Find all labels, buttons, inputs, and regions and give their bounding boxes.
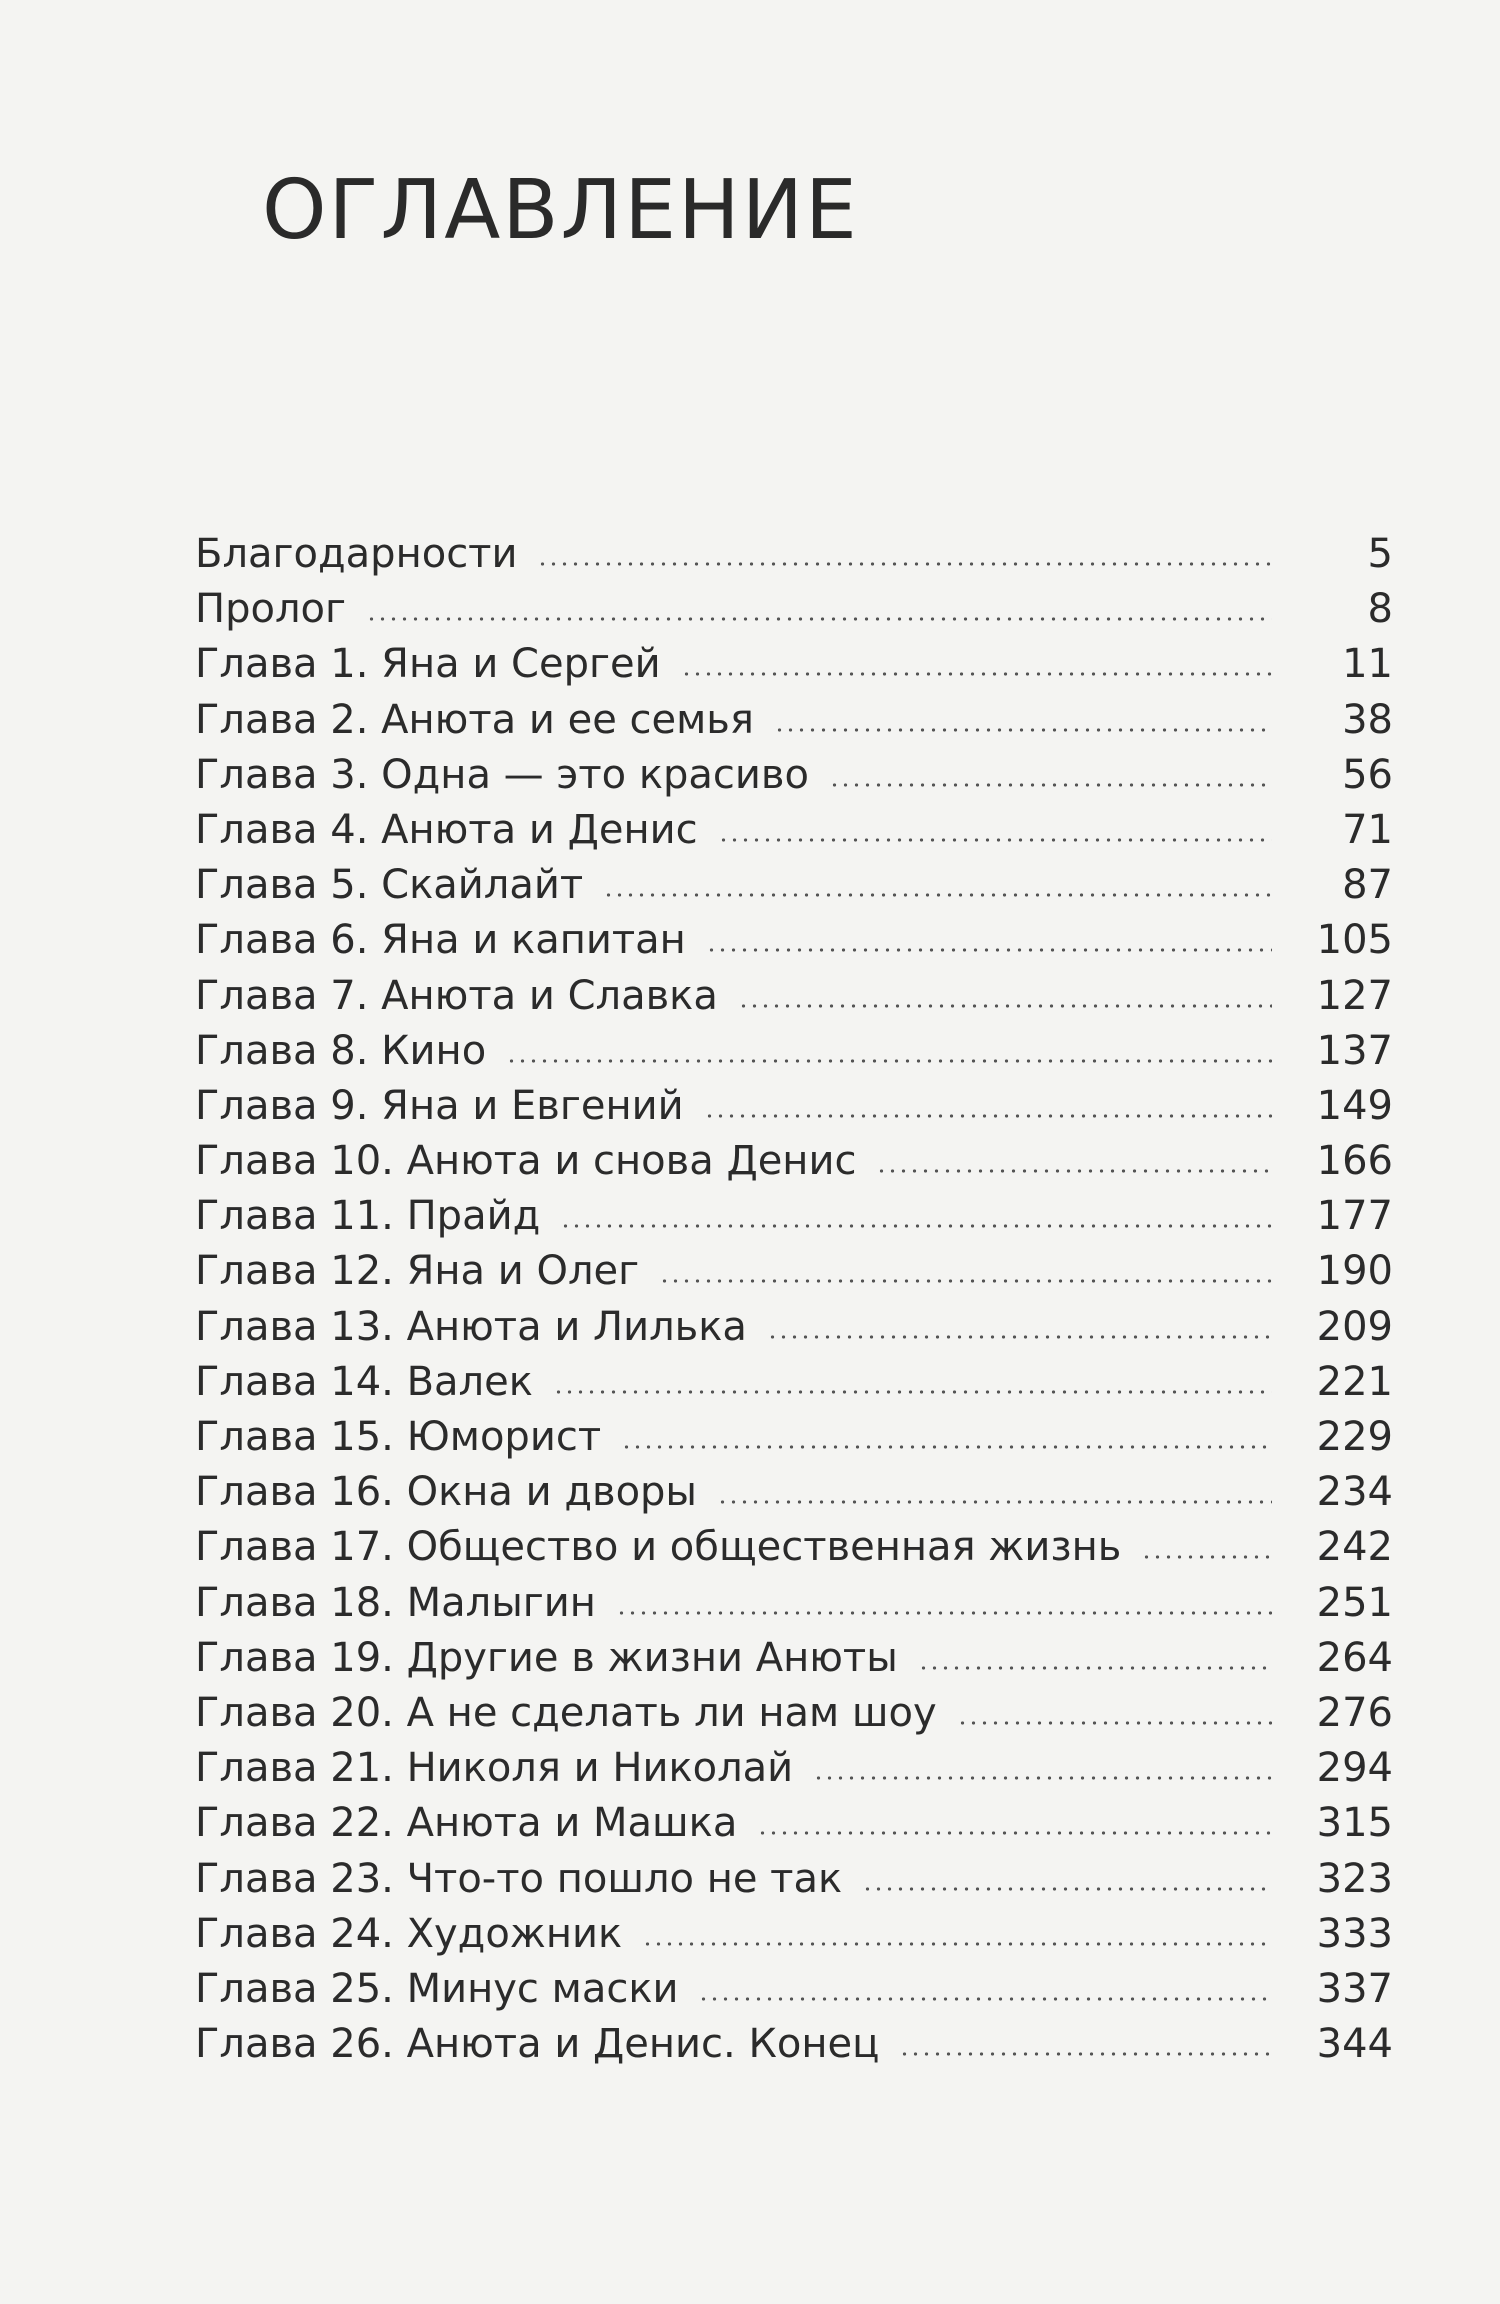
dot-leader: [957, 1720, 1272, 1726]
dot-leader: [506, 1058, 1272, 1064]
toc-entry-label: Глава 14. Валек: [195, 1358, 533, 1405]
toc-entry: [195, 1631, 1393, 1686]
toc-entry-page-number: 38: [1342, 696, 1393, 743]
dot-leader: [738, 1003, 1272, 1009]
toc-entry-page-number: 166: [1316, 1138, 1393, 1185]
toc-entry: [195, 858, 1393, 913]
dot-leader: [659, 1278, 1272, 1284]
toc-entry: [195, 1520, 1393, 1575]
dot-leader: [774, 727, 1272, 733]
toc-entry-page-number: 56: [1342, 751, 1393, 798]
toc-entry: [195, 1852, 1393, 1907]
toc-entry-page-number: 137: [1316, 1027, 1393, 1074]
dot-leader: [698, 1996, 1272, 2002]
toc-entry-label: Глава 7. Анюта и Славка: [195, 972, 718, 1019]
toc-entry: [195, 1134, 1393, 1189]
dot-leader: [603, 892, 1272, 898]
toc-entry: [195, 1024, 1393, 1079]
dot-leader: [704, 1113, 1272, 1119]
dot-leader: [553, 1389, 1272, 1395]
toc-entry-page-number: 71: [1342, 806, 1393, 853]
toc-entry-page-number: 294: [1316, 1745, 1393, 1792]
dot-leader: [717, 1499, 1272, 1505]
toc-entry-page-number: 127: [1316, 972, 1393, 1019]
toc-entry-label: Глава 10. Анюта и снова Денис: [195, 1138, 857, 1185]
toc-entry: [195, 1300, 1393, 1355]
toc-entry-page-number: 221: [1316, 1358, 1393, 1405]
toc-entry-label: Глава 9. Яна и Евгений: [195, 1082, 684, 1129]
dot-leader: [1141, 1554, 1272, 1560]
toc-entry-label: Глава 4. Анюта и Денис: [195, 806, 698, 853]
dot-leader: [616, 1610, 1272, 1616]
toc-entry: [195, 1410, 1393, 1465]
dot-leader: [813, 1775, 1272, 1781]
toc-entry: [195, 1079, 1393, 1134]
dot-leader: [862, 1886, 1272, 1892]
toc-entry-page-number: 5: [1367, 531, 1393, 577]
toc-entry-label: Глава 19. Другие в жизни Анюты: [195, 1634, 898, 1681]
dot-leader: [918, 1665, 1272, 1671]
dot-leader: [560, 1223, 1272, 1229]
toc-entry-label: Глава 21. Николя и Николай: [195, 1745, 794, 1792]
toc-entry-label: Глава 6. Яна и капитан: [195, 917, 686, 964]
toc-entry-page-number: 234: [1316, 1469, 1393, 1516]
toc-entry-page-number: 276: [1316, 1689, 1393, 1736]
toc-entry-label: Глава 8. Кино: [195, 1027, 487, 1074]
toc-entry-label: Глава 1. Яна и Сергей: [195, 641, 661, 688]
toc-entry-page-number: 177: [1316, 1193, 1393, 1240]
toc-entry-label: Глава 20. А не сделать ли нам шоу: [195, 1689, 937, 1736]
toc-entry-label: Глава 11. Прайд: [195, 1193, 541, 1240]
toc-entry: [195, 1189, 1393, 1244]
dot-leader: [757, 1830, 1272, 1836]
dot-leader: [899, 2051, 1272, 2057]
toc-entry-label: Глава 13. Анюта и Лилька: [195, 1303, 747, 1350]
toc-entry-page-number: 105: [1316, 917, 1393, 964]
toc-entry-label: Глава 5. Скайлайт: [195, 862, 584, 909]
toc-entry-page-number: 264: [1316, 1634, 1393, 1681]
toc-entry: [195, 582, 1393, 637]
toc-entry-page-number: 229: [1316, 1414, 1393, 1460]
toc-entry-label: Глава 2. Анюта и ее семья: [195, 696, 754, 743]
dot-leader: [621, 1444, 1272, 1450]
toc-entry-label: Глава 18. Малыгин: [195, 1579, 596, 1626]
toc-entry: [195, 1576, 1393, 1631]
toc-entry-page-number: 251: [1316, 1579, 1393, 1626]
dot-leader: [681, 671, 1272, 677]
toc-entry: [195, 527, 1393, 582]
toc-entry: [195, 913, 1393, 968]
toc-entry-page-number: 333: [1316, 1910, 1393, 1957]
toc-entry-page-number: 87: [1342, 862, 1393, 909]
toc-entry: [195, 748, 1393, 803]
toc-entry-page-number: 323: [1316, 1855, 1393, 1902]
dot-leader: [876, 1168, 1272, 1174]
toc-entry-label: Глава 15. Юморист: [195, 1414, 602, 1460]
toc-entry: [195, 1962, 1393, 2017]
toc-entry-label: Глава 24. Художник: [195, 1910, 623, 1957]
dot-leader: [718, 837, 1272, 843]
dot-leader: [642, 1941, 1272, 1947]
toc-entry: [195, 1741, 1393, 1796]
toc-entry-page-number: 344: [1316, 2021, 1393, 2068]
dot-leader: [366, 616, 1272, 622]
toc-entry: [195, 1244, 1393, 1299]
toc-entry-label: Глава 22. Анюта и Машка: [195, 1800, 738, 1847]
toc-entry: [195, 1355, 1393, 1410]
toc-entry-page-number: 149: [1316, 1082, 1393, 1129]
toc-entry-page-number: 315: [1316, 1800, 1393, 1847]
toc-entry: [195, 969, 1393, 1024]
toc-entry-page-number: 242: [1316, 1524, 1393, 1571]
dot-leader: [767, 1334, 1272, 1340]
toc-entry: [195, 2017, 1393, 2072]
toc-entry-label: Глава 12. Яна и Олег: [195, 1248, 640, 1295]
toc-entry-label: Благодарности: [195, 531, 518, 577]
toc-entry: [195, 1907, 1393, 1962]
toc-entry: [195, 637, 1393, 692]
toc-entry: [195, 1465, 1393, 1520]
toc-entry-label: Глава 17. Общество и общественная жизнь: [195, 1524, 1122, 1571]
toc-entry-label: Глава 23. Что-то пошло не так: [195, 1855, 843, 1902]
toc-entry-page-number: 11: [1342, 641, 1393, 688]
toc-entry-label: Пролог: [195, 586, 346, 633]
toc-entry-page-number: 8: [1367, 586, 1393, 633]
dot-leader: [537, 561, 1272, 567]
toc-entry-label: Глава 26. Анюта и Денис. Конец: [195, 2021, 880, 2068]
toc-entry-page-number: 209: [1316, 1303, 1393, 1350]
toc-entry: [195, 803, 1393, 858]
toc-entry: [195, 1686, 1393, 1741]
toc-entry: [195, 693, 1393, 748]
toc-entry: [195, 1796, 1393, 1851]
toc-entry-label: Глава 25. Минус маски: [195, 1965, 679, 2012]
toc-entry-page-number: 337: [1316, 1965, 1393, 2012]
toc-title: ОГЛАВЛЕНИЕ: [262, 163, 859, 258]
toc-entry-label: Глава 3. Одна — это красиво: [195, 751, 809, 798]
toc-list: [195, 527, 1393, 2072]
dot-leader: [706, 947, 1272, 953]
toc-entry-page-number: 190: [1316, 1248, 1393, 1295]
toc-entry-label: Глава 16. Окна и дворы: [195, 1469, 698, 1516]
dot-leader: [829, 782, 1272, 788]
